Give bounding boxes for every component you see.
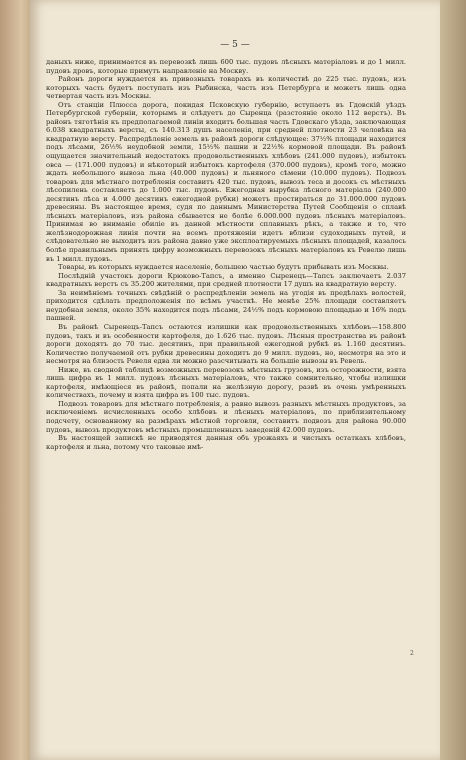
paragraph: Послѣдній участокъ дороги Крюково-Тапсъ, а именно Сыренецъ—Тапсъ заключаетъ 2.037 квадратныхъ верстъ съ 35.200 жителями, при средней плотности 17 душъ на квадратную версту. [46, 271, 406, 289]
paragraph: Подвозъ товаровъ для мѣстнаго потребленія, а равно вывозъ разныхъ мѣстныхъ продуктовъ, за исключеніемъ исчисленныхъ особо хлѣбовъ и лѣсныхъ матеріаловъ, по приблизительному подсчету, основанному на размѣрахъ мѣстной торговли, составитъ подвозъ для района 90.000 пудовъ, вывозъ продуктовъ мѣстныхъ промышленныхъ заведеній 42.000 пудовъ. [46, 399, 406, 434]
book-left-edge [0, 0, 30, 760]
paragraph-continuation: даныхъ ниже, принимается въ перевозкѣ лишь 600 тыс. пудовъ лѣсныхъ матеріаловъ и до 1 милл. пудовъ дровъ, которые примутъ направленіе на Москву. [46, 58, 406, 75]
paragraph: Въ настоящей запискѣ не приводятся данныя объ урожаяхъ и чистыхъ остаткахъ хлѣбовъ, картофеля и льна, потому что таковые имѣ- [46, 434, 406, 451]
paragraph: Отъ станціи Плюсса дорога, покидая Псковскую губернію, вступаетъ въ Гдовскій уѣздъ Петербургской губерніи, которымъ и слѣдуетъ до Сыренца (разстояніе около 112 верстъ). Въ районъ тяготѣнія къ предполагаемой линіи входитъ большая часть Гдовскаго уѣзда, заключающая 6.038 квадратныхъ версты, съ 140.313 душъ населенія, при средней плотности 23 человѣка на квадратную версту. Распредѣленіе земель въ районѣ дороги слѣдующее: 37½% площади находится подъ лѣсами, 26½% неудобной земли, 15½% пашни и 22½% кормовой площади. Въ районѣ ощущается значительный недостатокъ продовольственныхъ хлѣбовъ (241.000 пудовъ), избытокъ овса — (171.000 пудовъ) и нѣкоторый избытокъ картофеля (370.000 пудовъ), кромѣ того, можно ждать небольшого вывоза льна (40.000 пудовъ) и льняного сѣмени (10.000 пудовъ). Подвозъ товаровъ для мѣстнаго потребленія составитъ 420 тыс. пудовъ, вывозъ теса и досокъ съ мѣстныхъ лѣсопилень составляетъ до 1.000 тыс. пудовъ. Ежегодная вырубка лѣсного матеріала (240.000 десятинъ лѣса и 4.000 десятинъ ежегодной рубки) можетъ простираться до 31.000.000 пудовъ древесины. Въ настоящее время, судя по даннымъ Министерства Путей Сообщенія о сплавѣ лѣсныхъ матеріаловъ, изъ района сбывается не болѣе 6.000.000 пудовъ лѣсныхъ матеріаловъ. Принимая во вниманіе обиліе въ данной мѣстности сплавныхъ рѣкъ, а также и то, что желѣзнодорожная линія почти на всемъ протяженіи идетъ вблизи судоходныхъ путей, и слѣдовательно не выходитъ изъ района давно уже эксплоатируемыхъ лѣсныхъ площадей, казалось болѣе правильнымъ принять цифру возможныхъ перевозокъ лѣсныхъ матеріаловъ къ Ревелю лишь въ 1 милл. пудовъ. [46, 100, 406, 263]
book-right-edge [440, 0, 466, 760]
paragraph: Районъ дороги нуждается въ привозныхъ товарахъ въ количествѣ до 225 тыс. пудовъ, изъ которыхъ часть будетъ поступать изъ Рыбинска, часть изъ Петербурга и можетъ лишь одна четвертая часть изъ Москвы. [46, 75, 406, 101]
paragraph: За неимѣніемъ точныхъ свѣдѣній о распредѣленіи земель на угодія въ предѣлахъ волостей, приходится сдѣлать предположенія по всѣмъ участкѣ. Не менѣе 25% площади составляетъ неудобная земля, около 35% находится подъ лѣсами, 24½% подъ кормовою площадью и 16% подъ пашней. [46, 288, 406, 323]
paragraph: Ниже, въ сводной таблицѣ возможныхъ перевозокъ мѣстныхъ грузовъ, изъ осторожности, взята лишь цифра въ 1 милл. пудовъ лѣсныхъ матеріаловъ, что также сомнительно, чтобы излишки картофеля, имѣющіеся въ районѣ, попали на желѣзную дорогу, развѣ въ очень умѣренныхъ количествахъ, почему и взята цифра въ 100 тыс. пудовъ. [46, 365, 406, 400]
page-number: — 5 — [220, 40, 250, 50]
paragraph: Товары, въ которыхъ нуждается населеніе, большею частью будутъ прибывать изъ Москвы. [58, 263, 389, 272]
paragraph: Въ районѣ Сыренецъ-Тапсъ остаются излишки как продовольственныхъ хлѣбовъ—158.800 пудовъ, такъ и въ особенности картофеля, до 1.626 тыс. пудовъ. Лѣсныя пространства въ районѣ дороги доходятъ до 70 тыс. десятинъ, при правильной ежегодной рубкѣ въ 1.160 десятинъ. Количество получаемой отъ рубки древесины доходитъ до 9 милл. пудовъ, но, несмотря на это и несмотря на близость Ревеля едва ли можно разсчитывать на большіе вывозы въ Ревель. [46, 322, 406, 366]
footer-mark: 2 [410, 650, 414, 657]
body-text [46, 58, 406, 451]
